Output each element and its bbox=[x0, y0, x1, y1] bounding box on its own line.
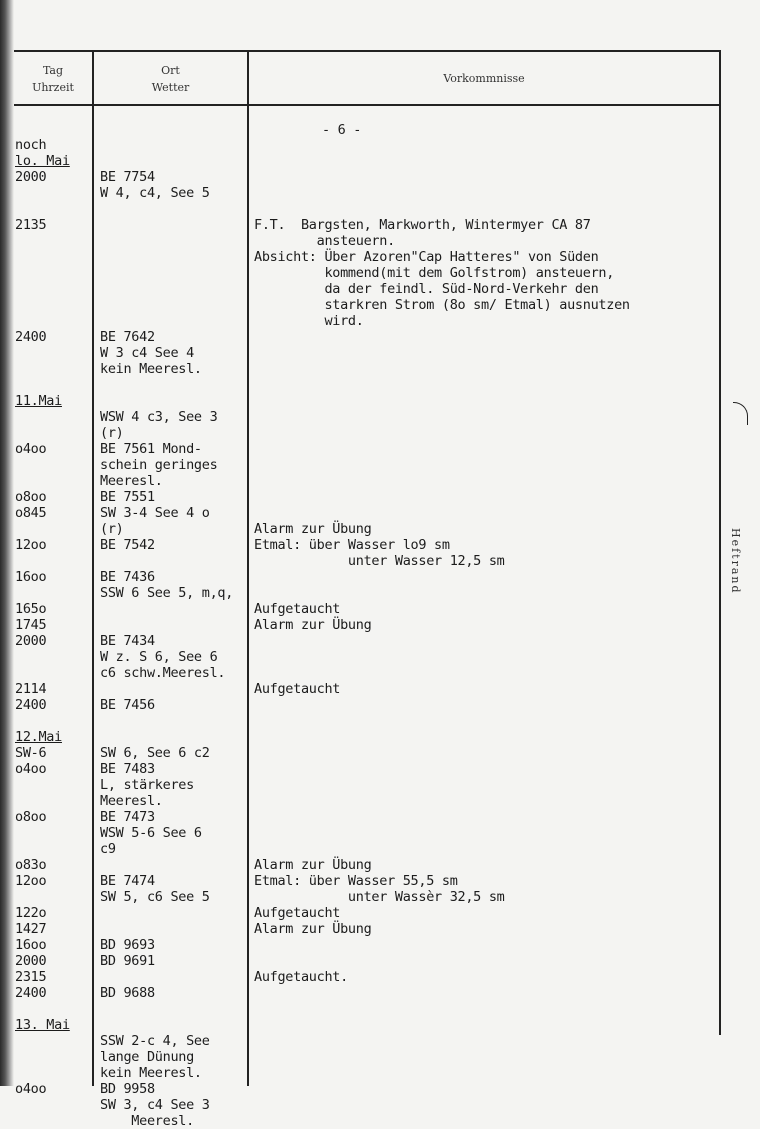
entry-event: Aufgetaucht bbox=[254, 601, 341, 617]
entry-time: 16oo bbox=[15, 569, 47, 585]
entry-time: 12oo bbox=[15, 873, 47, 889]
entry-event: unter Wassèr 32,5 sm bbox=[254, 889, 505, 905]
entry-time: lo. Mai bbox=[15, 153, 70, 169]
table-right-border bbox=[719, 50, 721, 1035]
entry-place-weather: lange Dünung bbox=[100, 1049, 194, 1065]
entry-time: 2315 bbox=[15, 969, 47, 985]
entry-place-weather: BE 7483 bbox=[100, 761, 155, 777]
col-divider-1 bbox=[92, 52, 94, 1086]
entry-time: o4oo bbox=[15, 761, 47, 777]
scan-shadow-edge bbox=[0, 0, 14, 1086]
entry-event: Absicht: Über Azoren"Cap Hatteres" von Süden bbox=[254, 249, 599, 265]
entry-event: wird. bbox=[254, 313, 364, 329]
entry-time: o4oo bbox=[15, 1081, 47, 1097]
entry-event: Etmal: über Wasser 55,5 sm bbox=[254, 873, 458, 889]
entry-time: 1745 bbox=[15, 617, 47, 633]
entry-event: kommend(mit dem Golfstrom) ansteuern, bbox=[254, 265, 615, 281]
entry-place-weather: BD 9958 bbox=[100, 1081, 155, 1097]
entry-place-weather: SSW 2-c 4, See bbox=[100, 1033, 210, 1049]
entry-time: 2135 bbox=[15, 217, 47, 233]
entry-place-weather: BE 7642 bbox=[100, 329, 155, 345]
entry-place-weather: W 3 c4 See 4 bbox=[100, 345, 194, 361]
entry-place-weather: kein Meeresl. bbox=[100, 1065, 202, 1081]
entry-event: unter Wasser 12,5 sm bbox=[254, 553, 505, 569]
entry-event: Aufgetaucht bbox=[254, 905, 341, 921]
entry-place-weather: BE 7474 bbox=[100, 873, 155, 889]
entry-event: Alarm zur Übung bbox=[254, 617, 372, 633]
entry-event: Aufgetaucht bbox=[254, 681, 341, 697]
header-time-day: Tag bbox=[42, 64, 64, 77]
margin-mark bbox=[733, 402, 748, 425]
entry-place-weather: WSW 5-6 See 6 bbox=[100, 825, 202, 841]
entry-time: 2400 bbox=[15, 985, 47, 1001]
entry-place-weather: SW 3-4 See 4 o bbox=[100, 505, 210, 521]
entry-time: 13. Mai bbox=[15, 1017, 70, 1033]
entry-time: o8oo bbox=[15, 809, 47, 825]
entry-time: SW-6 bbox=[15, 745, 47, 761]
entry-place-weather: BE 7436 bbox=[100, 569, 155, 585]
page-number: - 6 - bbox=[322, 122, 362, 138]
entry-event: starkren Strom (8o sm/ Etmal) ausnutzen bbox=[254, 297, 630, 313]
header-place-location: Ort bbox=[161, 64, 180, 77]
entry-time: 165o bbox=[15, 601, 47, 617]
entry-place-weather: BE 7456 bbox=[100, 697, 155, 713]
entry-place-weather: BD 9691 bbox=[100, 953, 155, 969]
entry-place-weather: SW 6, See 6 c2 bbox=[100, 745, 210, 761]
entry-time: 2000 bbox=[15, 633, 47, 649]
entry-event: Alarm zur Übung bbox=[254, 857, 372, 873]
entry-time: 1427 bbox=[15, 921, 47, 937]
entry-time: 12.Mai bbox=[15, 729, 62, 745]
entry-time: noch bbox=[15, 137, 47, 153]
entry-place-weather: WSW 4 c3, See 3 bbox=[100, 409, 218, 425]
entry-place-weather: schein geringes bbox=[100, 457, 218, 473]
header-place-weather: Wetter bbox=[151, 81, 190, 94]
entry-time: 12oo bbox=[15, 537, 47, 553]
entry-place-weather: SW 5, c6 See 5 bbox=[100, 889, 210, 905]
entry-place-weather: W z. S 6, See 6 bbox=[100, 649, 218, 665]
entry-time: o83o bbox=[15, 857, 47, 873]
entry-place-weather: BE 7473 bbox=[100, 809, 155, 825]
entry-place-weather: c9 bbox=[100, 841, 116, 857]
entry-place-weather: SW 3, c4 See 3 bbox=[100, 1097, 210, 1113]
entry-event: Aufgetaucht. bbox=[254, 969, 348, 985]
table-top-border bbox=[14, 50, 720, 52]
entry-place-weather: BE 7434 bbox=[100, 633, 155, 649]
entry-place-weather: BE 7542 bbox=[100, 537, 155, 553]
entry-place-weather: kein Meeresl. bbox=[100, 361, 202, 377]
entry-place-weather: SSW 6 See 5, m,q, bbox=[100, 585, 234, 601]
entry-time: 2400 bbox=[15, 329, 47, 345]
header-time bbox=[14, 62, 92, 96]
entry-time: 2114 bbox=[15, 681, 47, 697]
entry-event: Etmal: über Wasser lo9 sm bbox=[254, 537, 450, 553]
entry-place-weather: BE 7551 bbox=[100, 489, 155, 505]
entry-place-weather: BE 7754 bbox=[100, 169, 155, 185]
entry-event: Alarm zur Übung bbox=[254, 921, 372, 937]
entry-place-weather: (r) bbox=[100, 425, 124, 441]
entry-event: ansteuern. bbox=[254, 233, 395, 249]
entry-time: o8oo bbox=[15, 489, 47, 505]
entry-place-weather: c6 schw.Meeresl. bbox=[100, 665, 226, 681]
header-place bbox=[94, 62, 247, 96]
entry-time: o845 bbox=[15, 505, 47, 521]
entry-time: 122o bbox=[15, 905, 47, 921]
header-bottom-border bbox=[14, 104, 720, 106]
entry-time: 2000 bbox=[15, 953, 47, 969]
entry-time: 2000 bbox=[15, 169, 47, 185]
entry-place-weather: BE 7561 Mond- bbox=[100, 441, 202, 457]
entry-place-weather: BD 9693 bbox=[100, 937, 155, 953]
entry-time: 11.Mai bbox=[15, 393, 62, 409]
entry-event: F.T. Bargsten, Markworth, Wintermyer CA 87 bbox=[254, 217, 591, 233]
entry-place-weather: W 4, c4, See 5 bbox=[100, 185, 210, 201]
entry-place-weather: Meeresl. bbox=[100, 793, 163, 809]
header-time-hour: Uhrzeit bbox=[32, 81, 74, 94]
entry-place-weather: (r) bbox=[100, 521, 124, 537]
entry-place-weather: BD 9688 bbox=[100, 985, 155, 1001]
entry-place-weather: Meeresl. bbox=[100, 1113, 194, 1129]
entry-event: da der feindl. Süd-Nord-Verkehr den bbox=[254, 281, 599, 297]
header-events: Vorkommnisse bbox=[443, 72, 525, 85]
entry-time: o4oo bbox=[15, 441, 47, 457]
entry-place-weather: Meeresl. bbox=[100, 473, 163, 489]
side-label: Heftrand bbox=[729, 528, 742, 595]
entry-time: 16oo bbox=[15, 937, 47, 953]
entry-event: Alarm zur Übung bbox=[254, 521, 372, 537]
entry-time: 2400 bbox=[15, 697, 47, 713]
col-divider-2 bbox=[247, 52, 249, 1086]
entry-place-weather: L, stärkeres bbox=[100, 777, 194, 793]
